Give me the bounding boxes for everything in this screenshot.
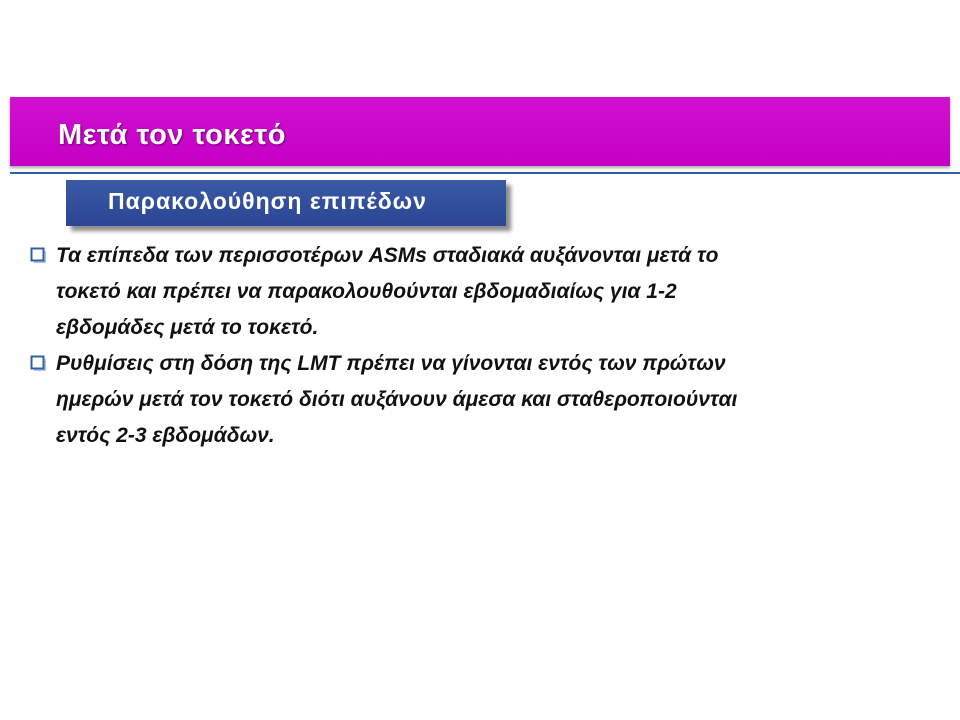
checkbox-square-icon [30,355,46,371]
subtitle-box [66,180,506,226]
title-bar [10,97,950,166]
bullet-line: ημερών μετά τον τοκετό διότι αυξάνουν άμεσα και σταθεροποιούνται [56,388,738,411]
slide-subtitle: Παρακολούθηση επιπέδων [108,188,427,214]
divider-line [10,172,960,174]
bullet-line: τοκετό και πρέπει να παρακολουθούνται εβδομαδιαίως για 1-2 [56,280,677,303]
bullet-line: εντός 2-3 εβδομάδων. [56,424,275,447]
bullet-line: εβδομάδες μετά το τοκετό. [56,316,319,339]
bullet-line: Τα επίπεδα των περισσοτέρων ASMs σταδιακά αυξάνονται μετά το [56,244,719,267]
slide-title: Μετά τον τοκετό [58,119,286,151]
bullet-item [30,238,930,346]
bullet-line: Ρυθμίσεις στη δόση της LMT πρέπει να γίνονται εντός των πρώτων [56,352,726,375]
bullet-list [30,238,930,454]
checkbox-square-icon [30,247,46,263]
bullet-item [30,346,930,454]
